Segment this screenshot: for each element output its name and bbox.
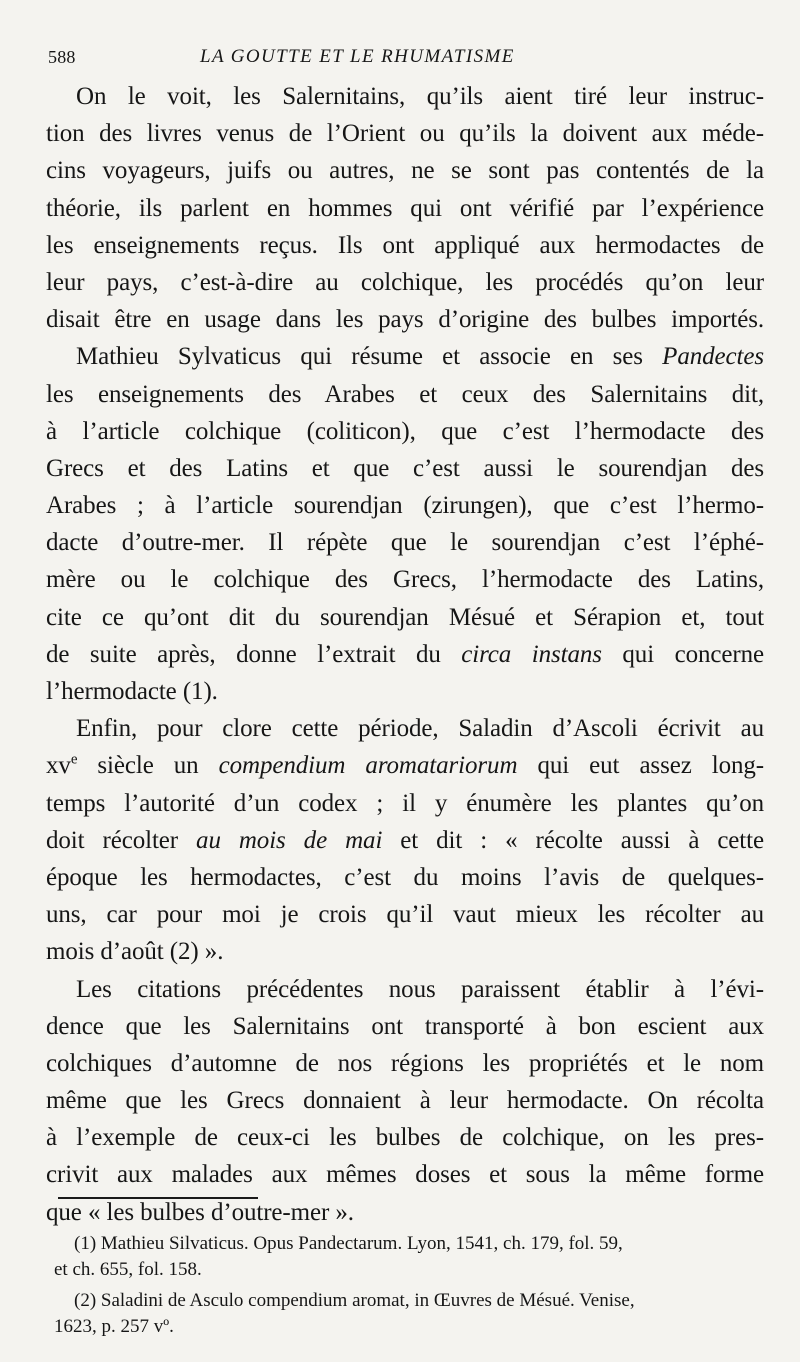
- text-line: [46, 747, 764, 784]
- text-line: leur pays, c’est-à-dire au colchique, les procédés qu’on leur: [46, 268, 764, 296]
- text-line: les enseignements des Arabes et ceux des Salernitains dit,: [46, 380, 764, 408]
- text-line: tion des livres venus de l’Orient ou qu’ils la doivent aux méde-: [46, 120, 764, 148]
- text-line: à l’article colchique (coliticon), que c’est l’hermodacte des: [46, 417, 764, 445]
- text-line: cins voyageurs, juifs ou autres, ne se sont pas contentés de la: [46, 157, 764, 185]
- italic-title: Pandectes: [662, 343, 764, 371]
- page-header: [48, 44, 768, 74]
- text-line: Arabes ; à l’article sourendjan (zirungen), que c’est l’hermo-: [46, 492, 764, 520]
- italic-phrase: au mois de mai: [196, 826, 383, 854]
- footnote-line: 1623, p. 257 vº.: [54, 1316, 174, 1337]
- footnote-line: et ch. 655, fol. 158.: [54, 1259, 202, 1280]
- page-number: 588: [48, 47, 76, 67]
- text-fragment: doit récolter: [46, 826, 197, 854]
- text-fragment: qui concerne: [601, 640, 764, 668]
- text-line: temps l’autorité d’un codex ; il y énumère les plantes qu’on: [46, 789, 764, 817]
- text-line: dence que les Salernitains ont transporté à bon escient aux: [46, 1012, 764, 1040]
- text-line: cite ce qu’ont dit du sourendjan Mésué et Sérapion et, tout: [46, 603, 764, 631]
- text-line: On le voit, les Salernitains, qu’ils aient tiré leur instruc-: [76, 83, 764, 110]
- text-line: époque les hermodactes, c’est du moins l’avis de quelques-: [46, 863, 764, 891]
- text-line: même que les Grecs donnaient à leur hermodacte. On récolta: [46, 1087, 764, 1115]
- text-line: disait être en usage dans les pays d’origine des bulbes importés.: [46, 306, 764, 334]
- text-line: Enfin, pour clore cette période, Saladin d’Ascoli écrivit au: [76, 715, 764, 743]
- text-fragment: $xv^e$ siècle un: [46, 752, 219, 780]
- text-line: crivit aux malades aux mêmes doses et sous la même forme: [46, 1161, 764, 1189]
- footnotes: [54, 1231, 772, 1340]
- text-line: théorie, ils parlent en hommes qui ont vérifié par l’expérience: [46, 194, 764, 222]
- text-fragment: Mathieu Sylvaticus qui résume et associe en ses: [76, 343, 663, 371]
- text-line: [46, 822, 764, 859]
- text-line: [46, 338, 764, 375]
- italic-title: compendium aromatariorum: [218, 752, 518, 780]
- footnote-line: (1) Mathieu Silvaticus. Opus Pandectarum. Lyon, 1541, ch. 179, fol. 59,: [74, 1233, 623, 1254]
- text-line: dacte d’outre-mer. Il répète que le sourendjan c’est l’éphé-: [46, 529, 764, 557]
- text-fragment: qui eut assez long-: [517, 752, 765, 780]
- text-line: Les citations précédentes nous paraissent établir à l’évi-: [76, 975, 764, 1003]
- text-fragment: et dit : « récolte aussi à cette: [382, 826, 764, 854]
- text-line: Grecs et des Latins et que c’est aussi le sourendjan des: [46, 454, 764, 482]
- text-line: l’hermodacte (1).: [46, 678, 218, 705]
- text-line: [46, 636, 764, 673]
- body-text: [46, 78, 764, 1231]
- footnote-divider: [58, 1197, 258, 1199]
- text-line: les enseignements reçus. Ils ont appliqué aux hermodactes de: [46, 231, 764, 259]
- text-line: que « les bulbes d’outre-mer ».: [46, 1198, 354, 1226]
- text-line: uns, car pour moi je crois qu’il vaut mieux les récolter au: [46, 901, 764, 929]
- text-line: colchiques d’automne de nos régions les propriétés et le nom: [46, 1049, 764, 1077]
- text-fragment: de suite après, donne l’extrait du: [46, 640, 462, 668]
- text-line: mois d’août (2) ».: [46, 938, 224, 966]
- running-title: LA GOUTTE ET LE RHUMATISME: [200, 46, 515, 67]
- text-line: à l’exemple de ceux-ci les bulbes de colchique, on les pres-: [46, 1124, 764, 1152]
- text-line: mère ou le colchique des Grecs, l’hermodacte des Latins,: [46, 566, 764, 594]
- footnote-line: (2) Saladini de Asculo compendium aromat, in Œuvres de Mésué. Venise,: [74, 1290, 635, 1311]
- italic-title: circa instans: [461, 640, 602, 668]
